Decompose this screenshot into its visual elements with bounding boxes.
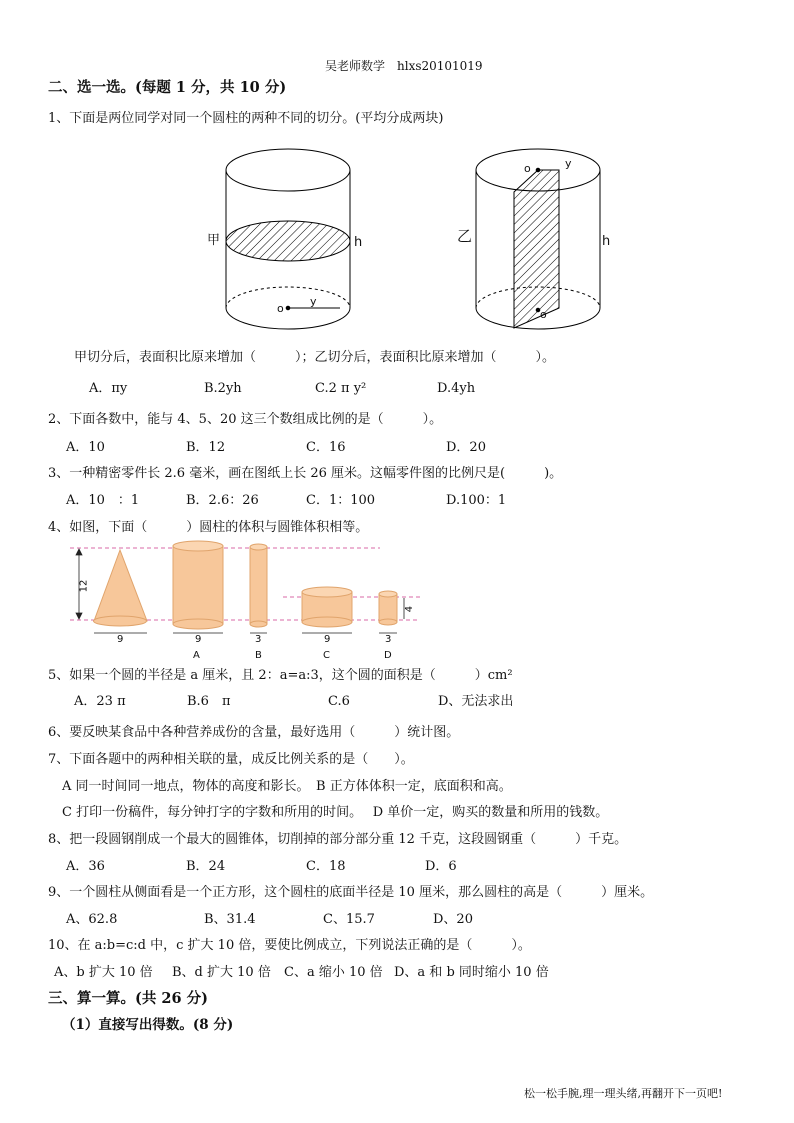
q3-option-b: B．2.6：26 xyxy=(186,493,259,508)
q8-option-d: D．6 xyxy=(425,859,457,874)
cylinder-a xyxy=(173,546,223,624)
question-9-stem: 9、一个圆柱从侧面看是一个正方形，这个圆柱的底面半径是 10 厘米，那么圆柱的高是（ ）厘米。 xyxy=(48,885,654,900)
cylinder-b xyxy=(250,547,267,624)
q2-option-d: D．20 xyxy=(446,440,486,455)
q5-option-c: C.6 xyxy=(328,694,350,709)
question-10-stem: 10、在 a:b=c:d 中，c 扩大 10 倍，要使比例成立，下列说法正确的是（ ）。 xyxy=(48,938,531,953)
figure-label-y-left: y xyxy=(310,295,317,308)
q5-option-b: B.6 π xyxy=(187,694,231,709)
figure-label-o-top: o xyxy=(524,162,531,175)
figure-label-y-right: y xyxy=(565,157,572,170)
figure-label-o-left: o xyxy=(277,302,284,315)
q9-option-d: D、20 xyxy=(433,912,473,927)
question-1-blank: 甲切分后，表面积比原来增加（ ）；乙切分后，表面积比原来增加（ ）。 xyxy=(74,350,556,365)
q9-option-b: B、31.4 xyxy=(204,912,256,927)
figure-label-h-left: h xyxy=(354,235,363,250)
figure-label-o-bottom: o xyxy=(540,308,547,321)
q10-option-c: C、a 缩小 10 倍 xyxy=(284,965,383,980)
q1-option-d: D.4yh xyxy=(437,381,476,396)
q1-option-c: C.2 π y² xyxy=(315,381,367,396)
q7-options-line2: C 打印一份稿件，每分钟打字的字数和所用的时间。 D 单价一定，购买的数量和所用的钱数。 xyxy=(62,805,609,820)
q5-option-a: A．23 π xyxy=(74,694,126,709)
q9-option-c: C、15.7 xyxy=(323,912,375,927)
section-3-title: 三、算一算。(共 26 分) xyxy=(48,990,208,1007)
q7-options-line1: A 同一时间同一地点，物体的高度和影长。 B 正方体体积一定，底面积和高。 xyxy=(62,779,512,794)
question-6-stem: 6、要反映某食品中各种营养成份的含量，最好选用（ ）统计图。 xyxy=(48,725,460,740)
q1-option-a: A．πy xyxy=(89,381,128,396)
page-footer: 松一松手腕,理一理头绪,再翻开下一页吧! xyxy=(524,1087,723,1100)
dim-label-4: 4 xyxy=(404,605,416,613)
q10-option-a: A、b 扩大 10 倍 xyxy=(54,965,153,980)
dim-label-d-3: 3 xyxy=(385,634,392,645)
figure-label-jia: 甲 xyxy=(207,233,221,248)
q2-option-c: C．16 xyxy=(306,440,346,455)
label-cylinder-b: B xyxy=(255,650,262,661)
question-5-stem: 5、如果一个圆的半径是 a 厘米，且 2：a=a:3，这个圆的面积是（ ）cm² xyxy=(48,668,513,683)
q3-option-a: A．10 ：1 xyxy=(66,493,140,508)
q3-option-c: C．1：100 xyxy=(306,493,376,508)
q2-option-b: B．12 xyxy=(186,440,226,455)
question-3-stem: 3、一种精密零件长 2.6 毫米，画在图纸上长 26 厘米。这幅零件图的比例尺是( )。 xyxy=(48,466,563,481)
section-3-subtitle: （1）直接写出得数。(8 分) xyxy=(62,1017,234,1033)
q2-option-a: A．10 xyxy=(66,440,105,455)
label-cylinder-d: D xyxy=(384,650,392,661)
dim-label-12: 12 xyxy=(78,579,90,593)
q10-option-d: D、a 和 b 同时缩小 10 倍 xyxy=(394,965,549,980)
dim-label-c-9: 9 xyxy=(324,634,331,645)
page-header: 吴老师数学 hlxs20101019 xyxy=(325,59,483,73)
cylinder-d xyxy=(379,594,397,622)
q3-option-d: D.100：1 xyxy=(446,493,507,508)
label-cylinder-c: C xyxy=(323,650,330,661)
question-1-stem: 1、下面是两位同学对同一个圆柱的两种不同的切分。(平均分成两块) xyxy=(48,111,444,126)
figure-label-h-right: h xyxy=(602,234,611,249)
q5-option-d: D、无法求出 xyxy=(438,694,514,709)
dim-label-cone-9: 9 xyxy=(117,634,124,645)
section-title: 二、选一选。(每题 1 分，共 10 分) xyxy=(48,79,287,96)
question-8-stem: 8、把一段圆钢削成一个最大的圆锥体，切削掉的部分部分重 12 千克，这段圆钢重（ ）千克。 xyxy=(48,832,628,847)
cone xyxy=(94,550,147,621)
dim-label-b-3: 3 xyxy=(255,634,262,645)
dim-label-a-9: 9 xyxy=(195,634,202,645)
figure-label-yi: 乙 xyxy=(457,227,473,245)
q8-option-a: A．36 xyxy=(66,859,105,874)
q8-option-b: B．24 xyxy=(186,859,226,874)
label-cylinder-a: A xyxy=(193,650,200,661)
q8-option-c: C．18 xyxy=(306,859,346,874)
question-4-stem: 4、如图，下面（ ）圆柱的体积与圆锥体积相等。 xyxy=(48,520,369,535)
question-2-stem: 2、下面各数中，能与 4、5、20 这三个数组成比例的是（ ）。 xyxy=(48,412,443,427)
q1-option-b: B.2yh xyxy=(204,381,242,396)
q9-option-a: A、62.8 xyxy=(66,912,118,927)
q10-option-b: B、d 扩大 10 倍 xyxy=(172,965,271,980)
cone-base xyxy=(94,616,147,626)
question-7-stem: 7、下面各题中的两种相关联的量，成反比例关系的是（ ）。 xyxy=(48,752,414,767)
